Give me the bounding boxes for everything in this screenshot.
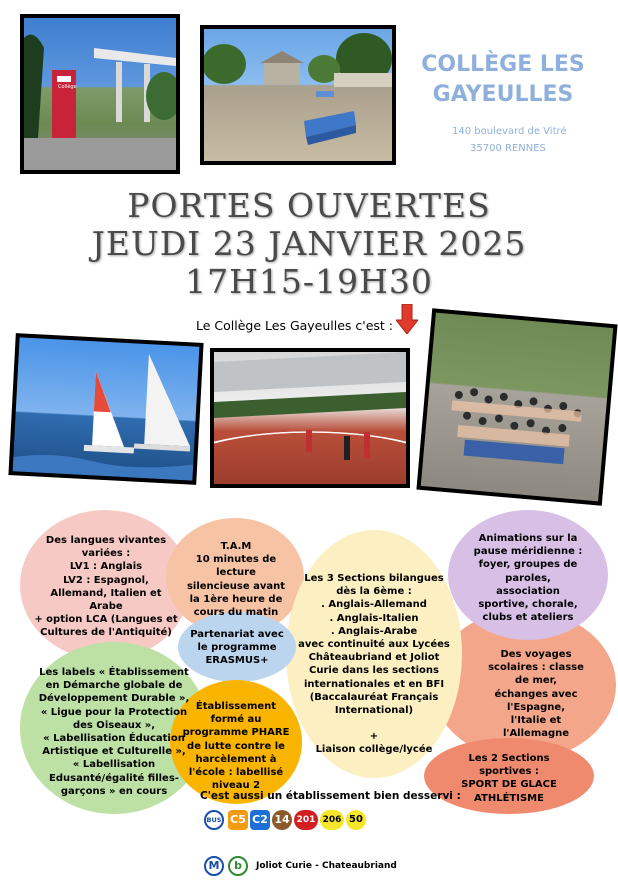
school-address-line2: 35700 RENNES [470,143,546,154]
red-arrow-down-icon [396,304,418,334]
metro-stops: Joliot Curie - Chateaubriand [256,861,397,871]
bubble-phare-text: Établissement formé au programme PHARE de lutte contre le harcèlement à l'école : labellisé niveau 2 [182,701,290,792]
bus-icon: BUS [204,810,224,830]
bus-line-14: 14 [272,810,292,830]
transport-heading: C'est aussi un établissement bien desservi : [200,790,461,802]
school-name: COLLÈGE LES GAYEULLES [421,52,585,107]
photo-sailing [8,333,203,485]
photo-college-entrance [20,14,180,174]
bubble-labels-text: Les labels « Établissement en Démarche globale de Développement Durable », « Ligue pour la Protection des Oiseaux », « Labellisation Éducation Artistique et Culturelle », « Labellisation Edusanté/égalité filles- garçons » en cours [38,667,190,797]
school-address-line1: 140 boulevard de Vitré [452,126,567,137]
bubble-tam-text: T.A.M 10 minutes de lecture silencieuse avant la 1ère heure de cours du matin [186,541,286,619]
bus-line-50: 50 [346,810,366,830]
bubble-animations-text: Animations sur la pause méridienne : foyer, groupes de paroles, association sportive, chorale, clubs et ateliers [473,533,583,624]
bus-line-c2: C2 [250,810,270,830]
bike-line-b-icon: b [228,856,248,876]
sign-text: Collège [58,84,77,90]
intro-text: Le Collège Les Gayeulles c'est : [196,318,394,333]
photo-group-students [416,308,617,506]
bubble-voyages-text: Des voyages scolaires : classe de mer, échanges avec l'Espagne, l'Italie et l'Allemagne [488,649,584,740]
bubble-sections-text: Les 3 Sections bilangues dès la 6ème : . Anglais-Allemand . Anglais-Italien . Anglais-Arabe avec continuité aux Lycées Châteaubriand et Joliot Curie dans les sections internationales et en BFI (Baccalauréat Français International) + Liaison collège/lycée [298,573,450,756]
event-title-line3: 17H15-19H30 [185,262,433,301]
event-title-line2: JEUDI 23 JANVIER 2025 [91,224,527,263]
photo-athletics [210,348,410,488]
bubble-langues-text: Des langues vivantes variées : LV1 : Anglais LV2 : Espagnol, Allemand, Italien et Arabe + option LCA (Langues et Cultures de l'Antiquité) [34,535,178,639]
metro-icon: M [204,856,224,876]
bus-line-206: 206 [320,810,344,830]
bubble-sport-text: Les 2 Sections sportives : SPORT DE GLACE ATHLÉTISME [461,753,557,804]
event-title-line1: PORTES OUVERTES [127,186,491,225]
bus-line-201: 201 [294,810,318,830]
bubble-erasmus-text: Partenariat avec le programme ERASMUS+ [190,629,284,667]
photo-schoolyard [200,25,396,165]
bus-line-c5: C5 [228,810,248,830]
